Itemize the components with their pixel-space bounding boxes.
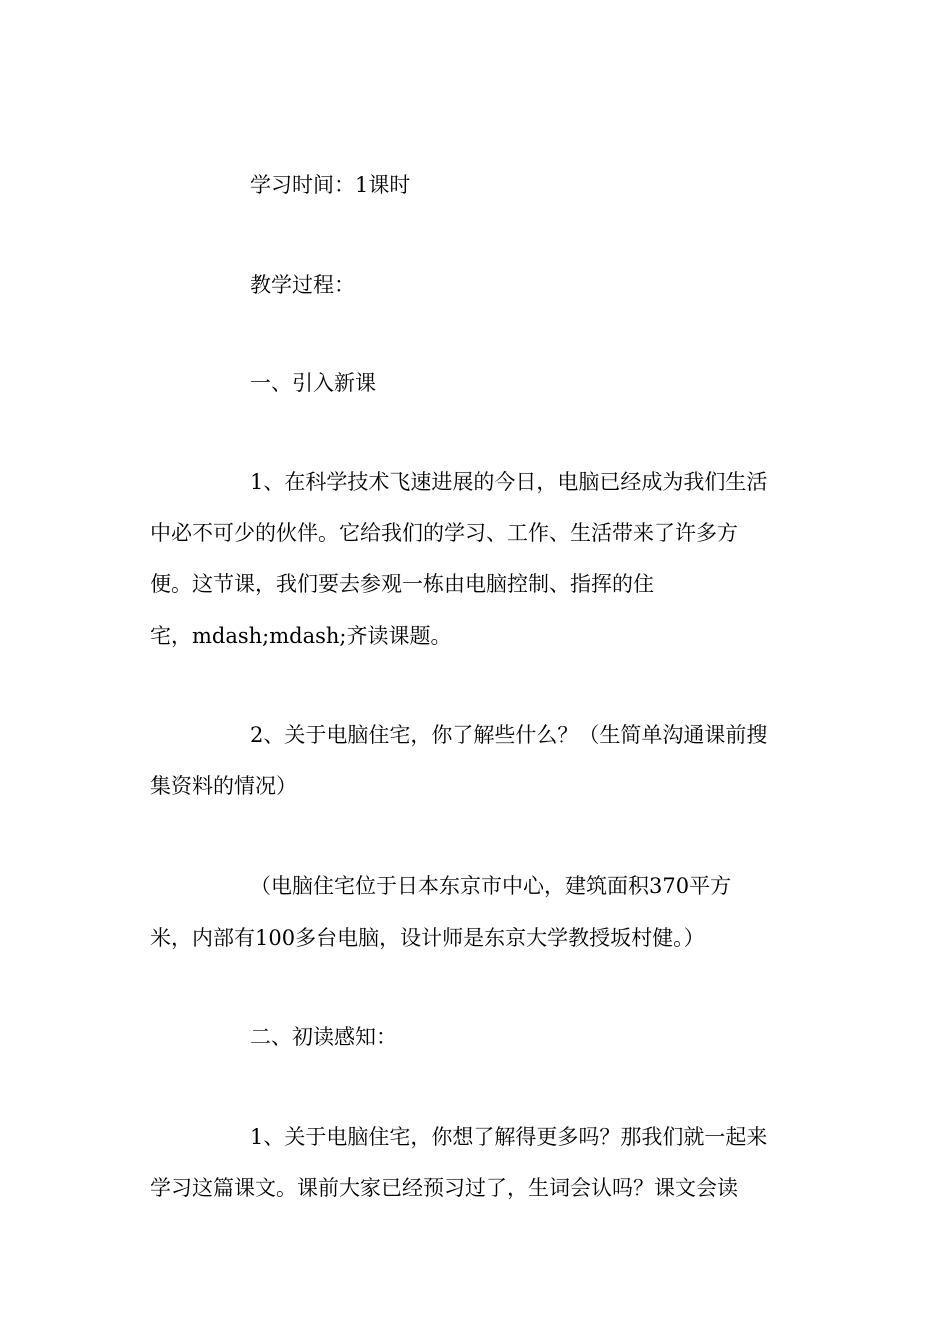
paragraph-line: 集资料的情况） (150, 774, 297, 798)
paragraph-line: 便。这节课，我们要去参观一栋由电脑控制、指挥的住 (150, 572, 654, 596)
paragraph-line: 1、关于电脑住宅，你想了解得更多吗？那我们就一起来 (250, 1125, 768, 1149)
paragraph-line: 中必不可少的伙伴。它给我们的学习、工作、生活带来了许多方 (150, 521, 738, 545)
teaching-process-heading: 教学过程： (250, 273, 355, 297)
paragraph-line: 米，内部有100多台电脑，设计师是东京大学教授坂村健。） (150, 926, 705, 950)
paragraph-line: （电脑住宅位于日本东京市中心，建筑面积370平方 (250, 874, 732, 898)
paragraph-line: 学习这篇课文。课前大家已经预习过了，生词会认吗？课文会读 (150, 1176, 738, 1200)
paragraph-line: 宅，mdash;mdash;齐读课题。 (150, 624, 452, 648)
paragraph-line: 1、在科学技术飞速进展的今日，电脑已经成为我们生活 (250, 470, 768, 494)
section-two-heading: 二、初读感知： (250, 1025, 397, 1049)
paragraph-line: 2、关于电脑住宅，你了解些什么？（生简单沟通课前搜 (250, 723, 768, 747)
section-one-heading: 一、引入新课 (250, 371, 376, 395)
study-time-line: 学习时间：1课时 (250, 173, 411, 197)
